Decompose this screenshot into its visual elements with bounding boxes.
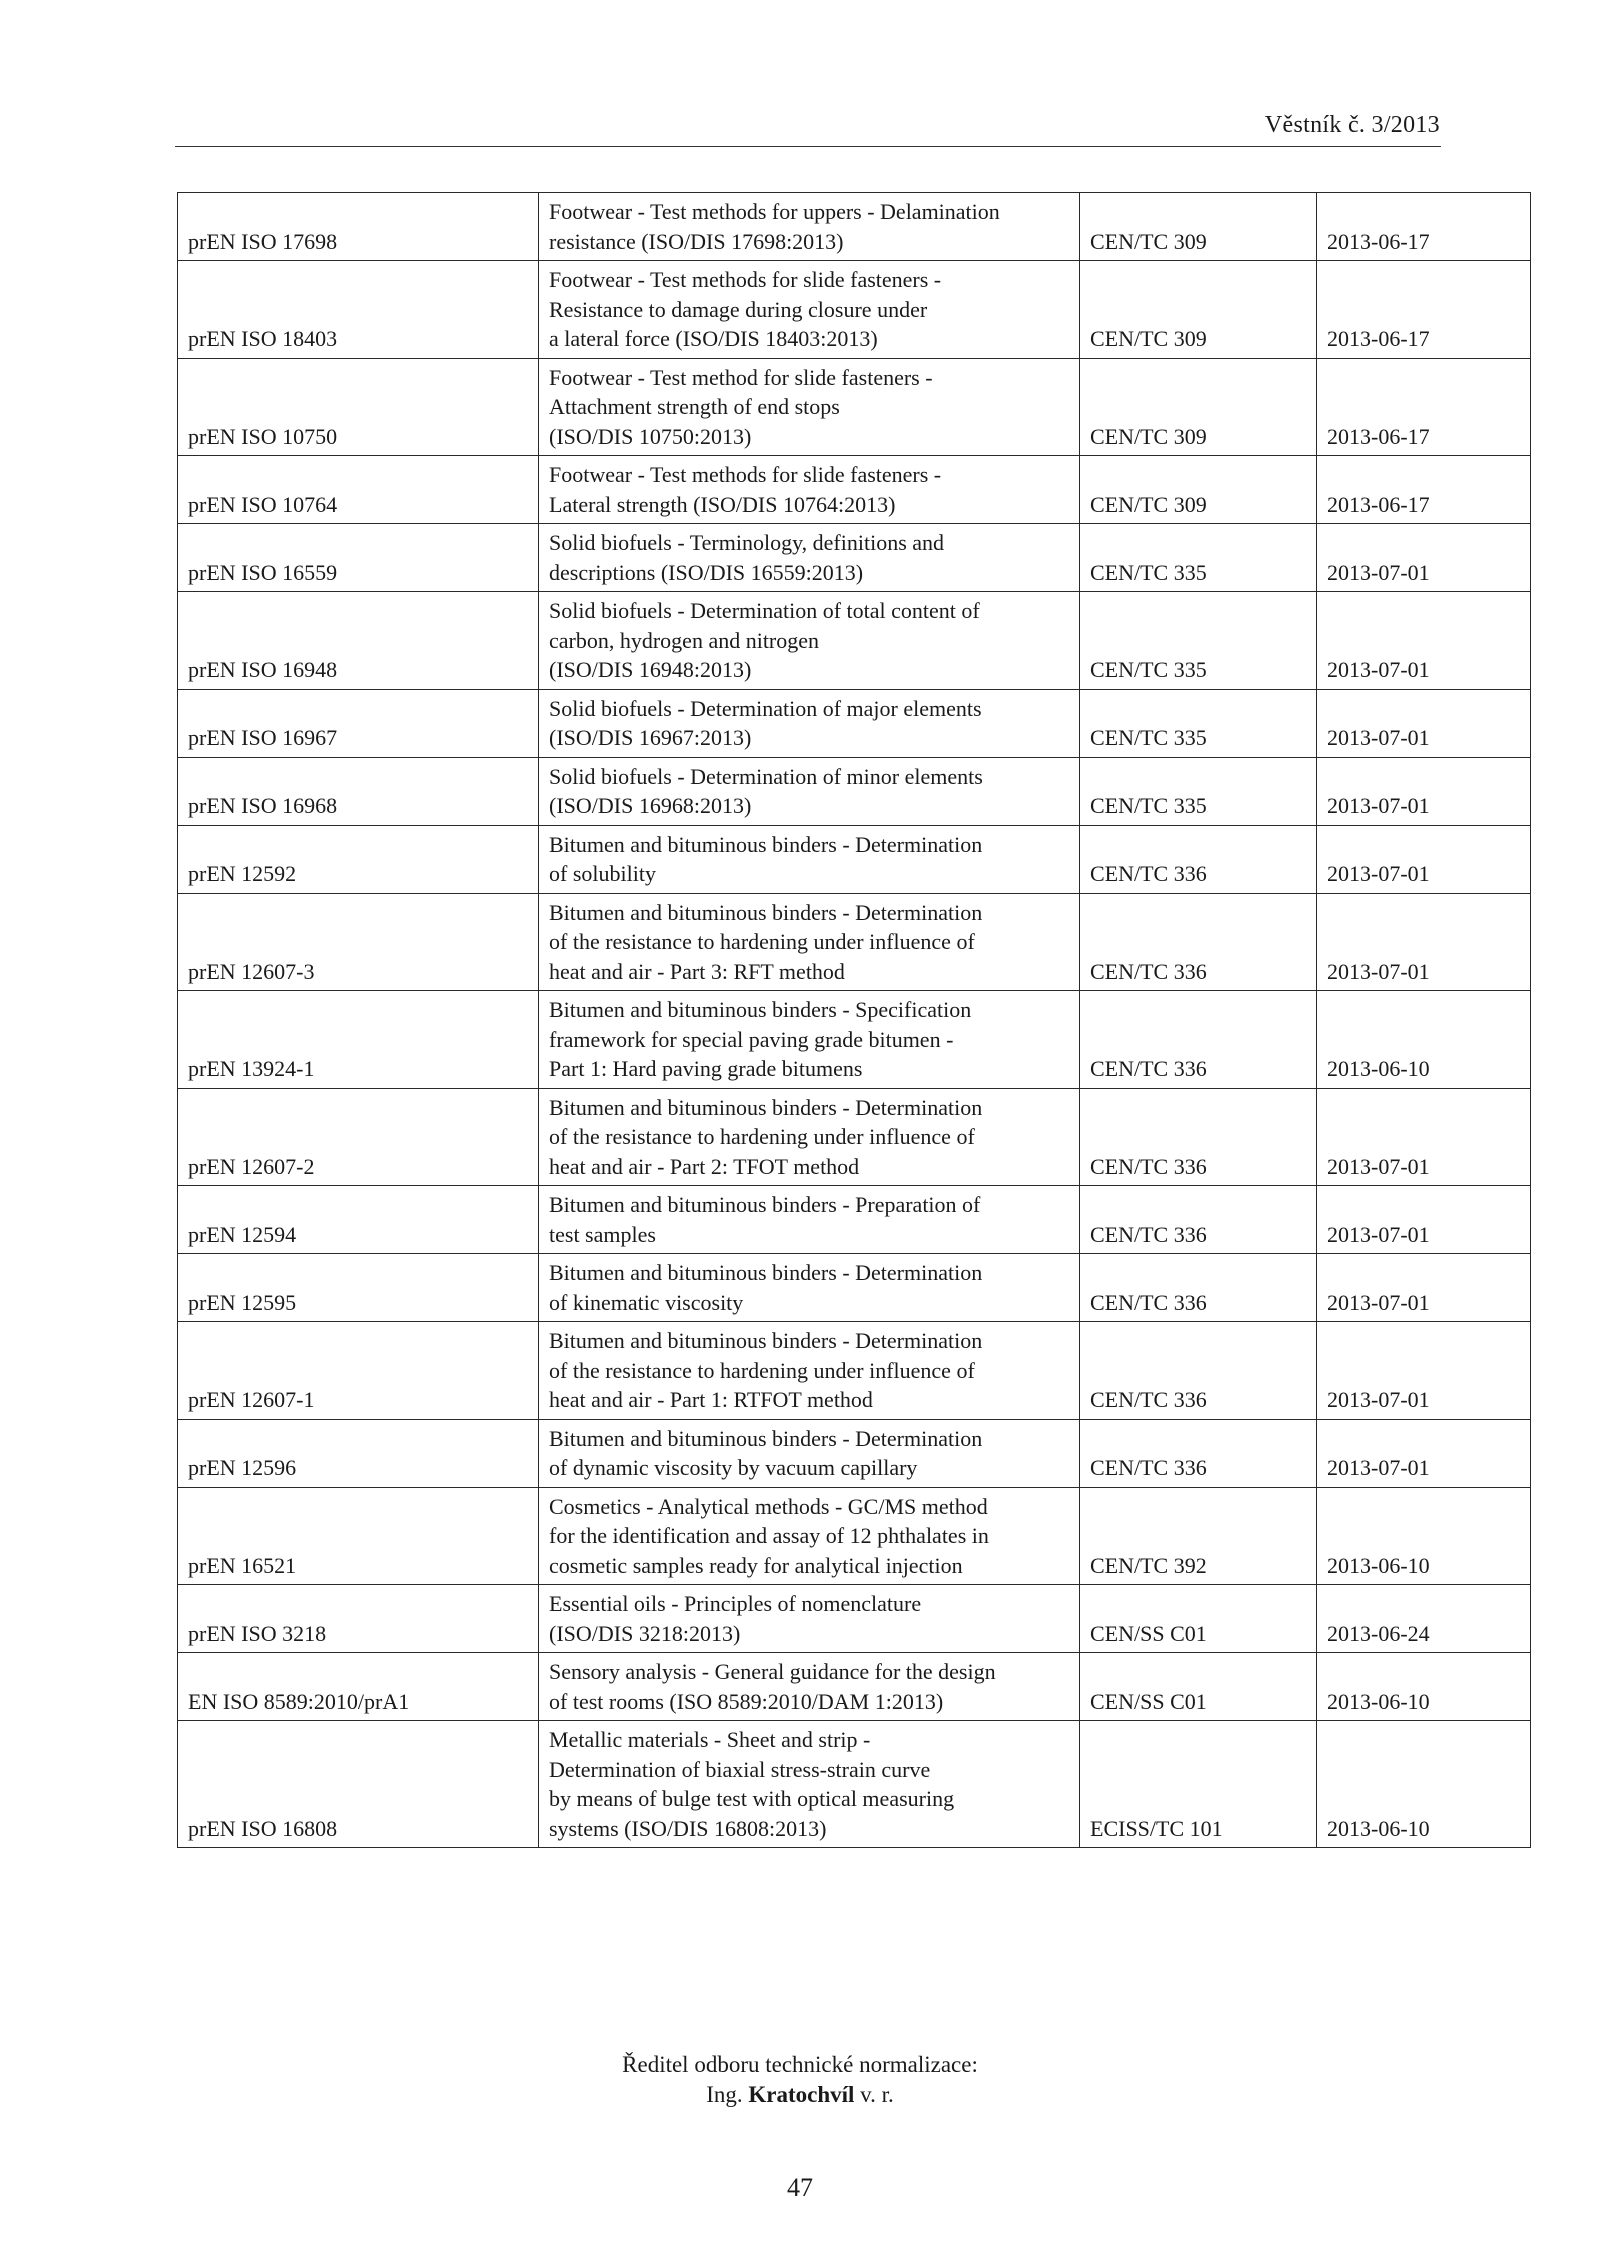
table-row	[178, 1419, 1531, 1487]
technical-committee-cell: CEN/TC 336	[1080, 825, 1317, 893]
deadline-date-cell: 2013-06-24	[1317, 1585, 1531, 1653]
standard-title-cell	[539, 1254, 1080, 1322]
standard-code-cell: EN ISO 8589:2010/prA1	[178, 1653, 539, 1721]
table-row	[178, 757, 1531, 825]
technical-committee-cell: CEN/TC 392	[1080, 1487, 1317, 1585]
standard-title-line: test samples	[549, 1221, 656, 1247]
standard-title-line: a lateral force (ISO/DIS 18403:2013)	[549, 326, 878, 351]
table-row	[178, 825, 1531, 893]
standard-code-cell: prEN ISO 16968	[178, 757, 539, 825]
standard-title-cell	[539, 1721, 1080, 1848]
technical-committee-cell: CEN/TC 335	[1080, 524, 1317, 592]
standard-title-line: of dynamic viscosity by vacuum capillary	[549, 1455, 918, 1480]
standard-title-line: Resistance to damage during closure under	[549, 296, 928, 322]
standard-title-cell	[539, 358, 1080, 456]
standard-title-line: Essential oils - Principles of nomenclature	[549, 1591, 922, 1616]
deadline-date-cell: 2013-06-17	[1317, 193, 1531, 261]
standard-title-line: Bitumen and bituminous binders - Determination	[549, 1094, 983, 1120]
technical-committee-cell: CEN/SS C01	[1080, 1653, 1317, 1721]
table-row	[178, 991, 1531, 1089]
standard-title-line: (ISO/DIS 10750:2013)	[549, 423, 752, 449]
deadline-date-cell: 2013-06-10	[1317, 1653, 1531, 1721]
deadline-date-cell: 2013-07-01	[1317, 1322, 1531, 1420]
signature-line	[0, 2082, 1600, 2108]
standard-code-cell: prEN 12596	[178, 1419, 539, 1487]
standard-code-cell: prEN 13924-1	[178, 991, 539, 1089]
signature-prefix: Ing.	[706, 2082, 743, 2107]
standard-code-cell: prEN 16521	[178, 1487, 539, 1585]
technical-committee-cell: CEN/TC 335	[1080, 757, 1317, 825]
technical-committee-cell: CEN/TC 335	[1080, 592, 1317, 690]
standard-title-line: Footwear - Test methods for slide fasteners -	[549, 462, 942, 487]
signature-suffix: v. r.	[860, 2082, 894, 2107]
table-row	[178, 1186, 1531, 1254]
signature-role: Ředitel odboru technické normalizace:	[622, 2052, 978, 2077]
deadline-date-cell: 2013-07-01	[1317, 524, 1531, 592]
standard-code-cell: prEN 12607-3	[178, 893, 539, 991]
standard-title-cell	[539, 825, 1080, 893]
standard-code-cell: prEN ISO 17698	[178, 193, 539, 261]
standard-code-cell: prEN 12592	[178, 825, 539, 893]
technical-committee-cell: CEN/TC 309	[1080, 261, 1317, 359]
standard-title-cell	[539, 757, 1080, 825]
standard-title-line: Solid biofuels - Determination of total content of	[549, 598, 980, 623]
standard-title-cell	[539, 893, 1080, 991]
standard-title-line: Bitumen and bituminous binders - Determination	[549, 831, 983, 857]
table-row	[178, 1254, 1531, 1322]
standard-title-line: Footwear - Test method for slide fasteners -	[549, 364, 933, 390]
technical-committee-cell: CEN/TC 336	[1080, 1186, 1317, 1254]
page-number: 47	[787, 2173, 813, 2202]
table-row	[178, 456, 1531, 524]
table-row	[178, 1088, 1531, 1186]
deadline-date-cell: 2013-07-01	[1317, 1088, 1531, 1186]
deadline-date-cell: 2013-07-01	[1317, 1254, 1531, 1322]
standard-title-line: resistance (ISO/DIS 17698:2013)	[549, 228, 844, 254]
technical-committee-cell: CEN/TC 336	[1080, 1419, 1317, 1487]
standard-title-cell	[539, 1653, 1080, 1721]
standard-title-line: cosmetic samples ready for analytical injection	[549, 1552, 963, 1578]
standard-title-line: Bitumen and bituminous binders - Determination	[549, 1328, 983, 1353]
standard-title-line: heat and air - Part 3: RFT method	[549, 958, 845, 984]
standard-title-line: Cosmetics - Analytical methods - GC/MS method	[549, 1493, 988, 1519]
table-row	[178, 1487, 1531, 1585]
technical-committee-cell: ECISS/TC 101	[1080, 1721, 1317, 1848]
standard-title-cell	[539, 1487, 1080, 1585]
standard-code-cell: prEN ISO 10750	[178, 358, 539, 456]
standard-title-cell	[539, 1419, 1080, 1487]
standard-title-line: Solid biofuels - Terminology, definitions and	[549, 530, 945, 555]
standard-title-line: Footwear - Test methods for uppers - Delamination	[549, 199, 1000, 224]
standard-title-line: heat and air - Part 2: TFOT method	[549, 1153, 860, 1179]
technical-committee-cell: CEN/TC 336	[1080, 893, 1317, 991]
standard-title-cell	[539, 261, 1080, 359]
standard-title-line: descriptions (ISO/DIS 16559:2013)	[549, 559, 864, 585]
standard-title-line: of kinematic viscosity	[549, 1289, 744, 1315]
deadline-date-cell: 2013-07-01	[1317, 689, 1531, 757]
standard-title-line: of solubility	[549, 861, 656, 886]
technical-committee-cell: CEN/TC 309	[1080, 358, 1317, 456]
standard-title-line: of test rooms (ISO 8589:2010/DAM 1:2013)	[549, 1688, 944, 1714]
standard-title-cell	[539, 524, 1080, 592]
table-row	[178, 524, 1531, 592]
table-row	[178, 1721, 1531, 1848]
standard-code-cell: prEN ISO 10764	[178, 456, 539, 524]
header-rule	[175, 146, 1441, 147]
standards-table	[177, 192, 1531, 1848]
standard-title-cell	[539, 1186, 1080, 1254]
table-row	[178, 689, 1531, 757]
standard-code-cell: prEN 12607-1	[178, 1322, 539, 1420]
standard-code-cell: prEN 12607-2	[178, 1088, 539, 1186]
deadline-date-cell: 2013-07-01	[1317, 893, 1531, 991]
standard-title-line: Bitumen and bituminous binders - Determination	[549, 1260, 983, 1285]
standard-title-cell	[539, 1322, 1080, 1420]
standard-title-line: Sensory analysis - General guidance for the design	[549, 1659, 996, 1684]
table-row	[178, 261, 1531, 359]
technical-committee-cell: CEN/TC 336	[1080, 1088, 1317, 1186]
journal-issue: Věstník č. 3/2013	[1264, 112, 1440, 138]
standard-title-line: Solid biofuels - Determination of major elements	[549, 695, 982, 721]
standard-title-line: framework for special paving grade bitumen -	[549, 1026, 954, 1052]
standard-title-cell	[539, 991, 1080, 1089]
technical-committee-cell: CEN/TC 336	[1080, 1322, 1317, 1420]
standard-title-line: Bitumen and bituminous binders - Specification	[549, 997, 972, 1022]
deadline-date-cell: 2013-06-17	[1317, 261, 1531, 359]
standard-title-line: Lateral strength (ISO/DIS 10764:2013)	[549, 491, 896, 517]
signature-name: Kratochvíl	[748, 2082, 855, 2107]
table-row	[178, 893, 1531, 991]
standard-title-line: Bitumen and bituminous binders - Preparation of	[549, 1192, 981, 1217]
standard-code-cell: prEN ISO 16948	[178, 592, 539, 690]
standard-title-line: systems (ISO/DIS 16808:2013)	[549, 1815, 827, 1841]
standard-title-cell	[539, 689, 1080, 757]
table-row	[178, 1585, 1531, 1653]
deadline-date-cell: 2013-06-10	[1317, 1721, 1531, 1848]
table-row	[178, 358, 1531, 456]
standard-title-cell	[539, 193, 1080, 261]
deadline-date-cell: 2013-07-01	[1317, 1186, 1531, 1254]
standard-title-line: of the resistance to hardening under influence of	[549, 929, 975, 954]
standard-title-cell	[539, 592, 1080, 690]
deadline-date-cell: 2013-07-01	[1317, 592, 1531, 690]
standards-table-body	[178, 193, 1531, 1848]
standard-code-cell: prEN ISO 18403	[178, 261, 539, 359]
standard-title-line: Bitumen and bituminous binders - Determination	[549, 899, 983, 925]
standard-title-line: for the identification and assay of 12 phthalates in	[549, 1523, 989, 1548]
standard-title-line: Footwear - Test methods for slide fasteners -	[549, 267, 942, 292]
deadline-date-cell: 2013-06-17	[1317, 358, 1531, 456]
deadline-date-cell: 2013-06-17	[1317, 456, 1531, 524]
table-row	[178, 1653, 1531, 1721]
standard-title-line: Metallic materials - Sheet and strip -	[549, 1727, 871, 1752]
table-row	[178, 1322, 1531, 1420]
technical-committee-cell: CEN/TC 336	[1080, 991, 1317, 1089]
standard-title-cell	[539, 456, 1080, 524]
deadline-date-cell: 2013-06-10	[1317, 1487, 1531, 1585]
technical-committee-cell: CEN/TC 309	[1080, 193, 1317, 261]
standard-title-cell	[539, 1088, 1080, 1186]
standard-title-cell	[539, 1585, 1080, 1653]
deadline-date-cell: 2013-07-01	[1317, 757, 1531, 825]
deadline-date-cell: 2013-07-01	[1317, 825, 1531, 893]
technical-committee-cell: CEN/TC 335	[1080, 689, 1317, 757]
standard-title-line: Attachment strength of end stops	[549, 394, 840, 419]
standard-title-line: Solid biofuels - Determination of minor elements	[549, 763, 983, 789]
standard-title-line: (ISO/DIS 16948:2013)	[549, 657, 752, 682]
standard-title-line: (ISO/DIS 16968:2013)	[549, 793, 752, 818]
standard-title-line: carbon, hydrogen and nitrogen	[549, 627, 820, 653]
standard-code-cell: prEN 12594	[178, 1186, 539, 1254]
standard-code-cell: prEN ISO 16967	[178, 689, 539, 757]
standard-title-line: heat and air - Part 1: RTFOT method	[549, 1387, 873, 1412]
standard-title-line: (ISO/DIS 3218:2013)	[549, 1620, 741, 1646]
standard-title-line: Part 1: Hard paving grade bitumens	[549, 1056, 863, 1081]
table-row	[178, 193, 1531, 261]
standard-title-line: of the resistance to hardening under influence of	[549, 1124, 975, 1149]
standard-title-line: Determination of biaxial stress-strain curve	[549, 1756, 931, 1782]
standard-code-cell: prEN ISO 16808	[178, 1721, 539, 1848]
standard-title-line: Bitumen and bituminous binders - Determination	[549, 1425, 983, 1451]
deadline-date-cell: 2013-07-01	[1317, 1419, 1531, 1487]
standard-title-line: by means of bulge test with optical measuring	[549, 1786, 955, 1811]
technical-committee-cell: CEN/TC 309	[1080, 456, 1317, 524]
standard-title-line: (ISO/DIS 16967:2013)	[549, 725, 752, 750]
standard-code-cell: prEN 12595	[178, 1254, 539, 1322]
standard-title-line: of the resistance to hardening under influence of	[549, 1357, 975, 1383]
standard-code-cell: prEN ISO 3218	[178, 1585, 539, 1653]
technical-committee-cell: CEN/TC 336	[1080, 1254, 1317, 1322]
table-row	[178, 592, 1531, 690]
standard-code-cell: prEN ISO 16559	[178, 524, 539, 592]
technical-committee-cell: CEN/SS C01	[1080, 1585, 1317, 1653]
deadline-date-cell: 2013-06-10	[1317, 991, 1531, 1089]
